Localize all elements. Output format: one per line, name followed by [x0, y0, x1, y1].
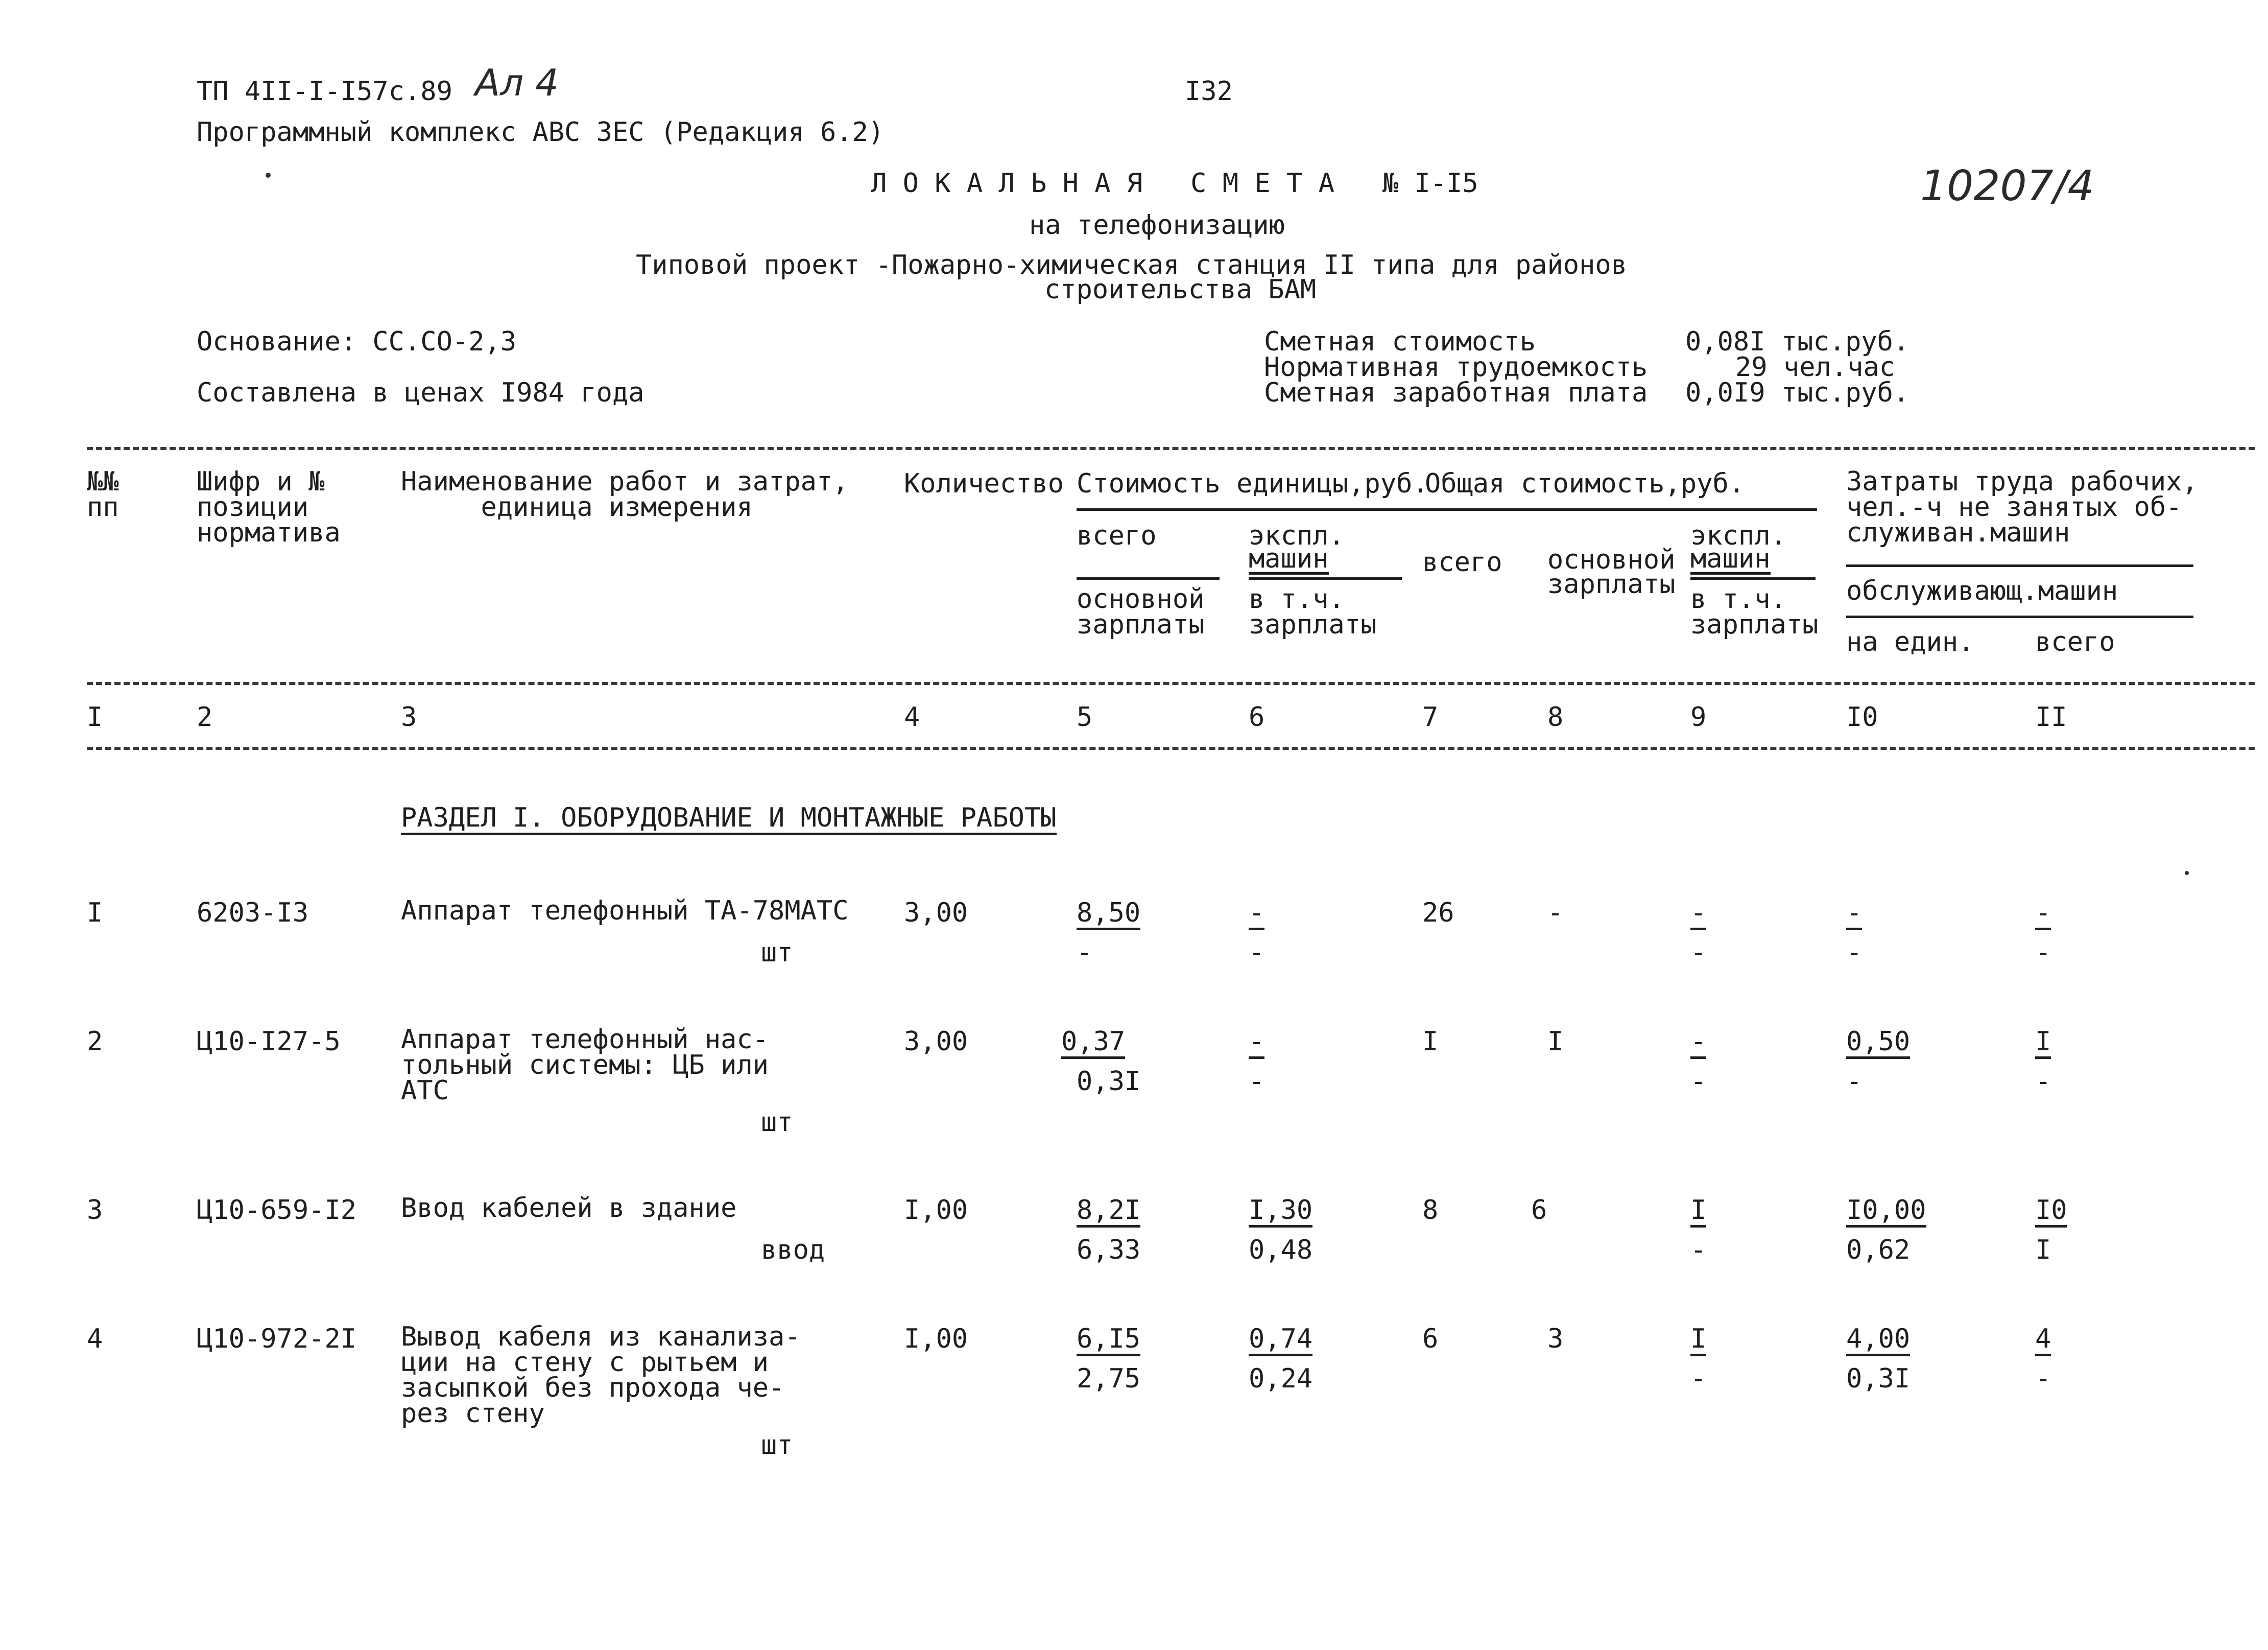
row2-col5-top: 0,37 [1061, 1027, 1125, 1059]
col11-header: всего [2035, 627, 2115, 657]
row4-col10-bottom: 0,3I [1846, 1363, 1911, 1394]
col-header-unit-cost: Стоимость единицы,руб. [1077, 468, 1428, 499]
row2-col10-top: 0,50 [1846, 1027, 1910, 1059]
estimate-subtitle: на телефонизацию [1029, 210, 1285, 241]
col-header-code: Шифр и № позиции норматива [197, 466, 341, 548]
col-number-10: I0 [1846, 702, 1878, 733]
summary-value-labor: 29 чел.час [1735, 352, 1896, 383]
col-header-total-cost: Общая стоимость,руб. [1425, 468, 1745, 499]
row1-col5-top: 8,50 [1077, 898, 1140, 930]
row2-col9-top: - [1690, 1027, 1706, 1059]
summary-value-wage: 0,0I9 тыс.руб. [1685, 378, 1909, 408]
row1-col11-bottom: - [2035, 937, 2051, 968]
row4-col6-top: 0,74 [1249, 1324, 1312, 1356]
header-divider-col9 [1690, 577, 1816, 580]
row4-col10-top: 4,00 [1846, 1324, 1910, 1356]
row1-col9-top: - [1690, 898, 1706, 930]
col8-header: основной зарплаты [1547, 545, 1676, 600]
col-number-2: 2 [197, 702, 213, 733]
col-number-1: I [87, 702, 103, 733]
col9-header-top-machines: машин [1690, 544, 1771, 574]
col6-header-bottom: в т.ч. зарплаты [1249, 584, 1377, 640]
row4-num: 4 [87, 1324, 103, 1354]
col9-header-bottom: в т.ч. зарплаты [1690, 584, 1819, 640]
row1-unit: шт [761, 937, 793, 968]
header-divider-col6 [1249, 577, 1402, 580]
row3-col11-top: I0 [2035, 1195, 2067, 1228]
row4-col5-top: 6,I5 [1077, 1324, 1140, 1356]
row2-col8: I [1547, 1026, 1564, 1057]
col-number-5: 5 [1077, 702, 1093, 733]
row3-col5-bottom: 6,33 [1077, 1235, 1141, 1265]
col-number-11: II [2035, 702, 2067, 733]
row3-col11-bottom: I [2035, 1235, 2051, 1265]
row2-name: Аппарат телефонный нас- тольный системы: ЦБ или АТС [401, 1024, 769, 1106]
row3-col9-top: I [1690, 1195, 1706, 1228]
summary-label-wage: Сметная заработная плата [1264, 378, 1648, 408]
col5-header-top: всего [1077, 521, 1157, 551]
row1-col6-top: - [1249, 898, 1264, 930]
header-divider-cost [1077, 508, 1817, 511]
row1-col8: - [1547, 898, 1564, 928]
speck-mark [266, 173, 271, 178]
col-header-labor-machines: обслуживающ.машин [1846, 576, 2118, 606]
row2-col9-bottom: - [1690, 1066, 1707, 1097]
basis-line: Основание: СС.СО-2,3 [197, 326, 517, 357]
row4-col9-top: I [1690, 1324, 1706, 1356]
header-bottom-rule [87, 682, 2255, 685]
row3-col9-bottom: - [1690, 1235, 1707, 1265]
summary-label-labor: Нормативная трудоемкость [1264, 352, 1648, 383]
row3-unit: ввод [761, 1235, 825, 1265]
row2-col7: I [1422, 1026, 1439, 1057]
row3-col7: 8 [1422, 1195, 1439, 1225]
row1-col10-bottom: - [1846, 937, 1863, 968]
prices-line: Составлена в ценах I984 года [197, 378, 644, 408]
row4-col5-bottom: 2,75 [1077, 1363, 1141, 1394]
project-line-2: строительства БАМ [1044, 274, 1317, 305]
row4-col6-bottom: 0,24 [1249, 1363, 1313, 1394]
page-number: I32 [1185, 76, 1233, 107]
row3-code: Ц10-659-I2 [197, 1195, 357, 1225]
col7-header: всего [1422, 547, 1502, 578]
header-divider-col5 [1077, 577, 1220, 580]
row1-col11-top: - [2035, 898, 2051, 930]
table-top-rule [87, 447, 2255, 450]
row4-qty: I,00 [904, 1324, 968, 1354]
summary-label-cost: Сметная стоимость [1264, 326, 1536, 357]
row2-col11-top: I [2035, 1027, 2051, 1059]
row4-name: Вывод кабеля из канализа- ции на стену с рытьем и засыпкой без прохода че- рез стену [401, 1322, 801, 1429]
estimate-title: Л О К А Л Ь Н А Я С М Е Т А № I-I5 [871, 168, 1478, 199]
row3-qty: I,00 [904, 1195, 968, 1225]
row4-col9-bottom: - [1690, 1363, 1707, 1394]
col-number-9: 9 [1690, 702, 1707, 733]
row2-col11-bottom: - [2035, 1066, 2051, 1097]
col-number-7: 7 [1422, 702, 1439, 733]
row2-code: Ц10-I27-5 [197, 1026, 341, 1057]
row2-qty: 3,00 [904, 1026, 968, 1057]
numbers-bottom-rule [87, 747, 2255, 750]
col9-header-top: экспл. [1690, 521, 1786, 551]
row4-unit: шт [761, 1430, 793, 1460]
project-line-1: Типовой проект -Пожарно-химическая станция II типа для районов [636, 250, 1628, 280]
handwritten-code: Ал 4 [475, 61, 559, 104]
col-header-qty: Количество [904, 468, 1064, 499]
row1-col5-bottom: - [1077, 937, 1093, 968]
row4-col11-top: 4 [2035, 1324, 2051, 1356]
row4-col8: 3 [1547, 1324, 1564, 1354]
row1-col6-bottom: - [1249, 937, 1265, 968]
row2-col6-top: - [1249, 1027, 1264, 1059]
row3-col10-top: I0,00 [1846, 1195, 1926, 1228]
row1-num: I [87, 898, 103, 928]
col-number-6: 6 [1249, 702, 1265, 733]
row3-col5-top: 8,2I [1077, 1195, 1140, 1228]
row4-code: Ц10-972-2I [197, 1324, 357, 1354]
software-line: Программный комплекс АВС 3ЕС (Редакция 6.2) [197, 117, 885, 148]
row3-col6-top: I,30 [1249, 1195, 1312, 1228]
section-heading: РАЗДЕЛ I. ОБОРУДОВАНИЕ И МОНТАЖНЫЕ РАБОТЫ [401, 803, 1057, 835]
col10-header: на един. [1846, 627, 1974, 657]
col-number-3: 3 [401, 702, 417, 733]
doc-code: ТП 4II-I-I57с.89 [197, 76, 452, 107]
row2-col10-bottom: - [1846, 1066, 1863, 1097]
row1-name: Аппарат телефонный ТА-78МАТС [401, 895, 849, 926]
row1-col7: 26 [1422, 898, 1454, 928]
handwritten-number: 10207/4 [1920, 162, 2094, 210]
row3-name: Ввод кабелей в здание [401, 1193, 737, 1223]
row3-col10-bottom: 0,62 [1846, 1235, 1911, 1265]
summary-value-cost: 0,08I тыс.руб. [1685, 326, 1909, 357]
col-header-labor: Затраты труда рабочих, чел.-ч не занятых об- служиван.машин [1846, 466, 2198, 548]
row3-col8: 6 [1531, 1195, 1547, 1225]
col-header-num: №№ пп [87, 466, 119, 523]
row2-unit: шт [761, 1107, 793, 1138]
header-divider-labor [1846, 564, 2193, 567]
col-number-4: 4 [904, 702, 920, 733]
row4-col7: 6 [1422, 1324, 1439, 1354]
row1-col9-bottom: - [1690, 937, 1707, 968]
col-header-name: Наименование работ и затрат, единица измерения [401, 466, 849, 523]
col6-header-top-machines: машин [1249, 544, 1329, 574]
col6-header-top: экспл. [1249, 521, 1345, 551]
row1-code: 6203-I3 [197, 898, 309, 928]
row3-num: 3 [87, 1195, 103, 1225]
row2-num: 2 [87, 1026, 103, 1057]
row1-col10-top: - [1846, 898, 1862, 930]
speck-mark [2185, 871, 2189, 875]
col5-header-bottom: основной зарплаты [1077, 584, 1205, 640]
row4-col11-bottom: - [2035, 1363, 2051, 1394]
row1-qty: 3,00 [904, 898, 968, 928]
header-divider-labor-2 [1846, 616, 2193, 618]
col-number-8: 8 [1547, 702, 1564, 733]
row2-col5-bottom: 0,3I [1077, 1066, 1141, 1097]
row3-col6-bottom: 0,48 [1249, 1235, 1313, 1265]
row2-col6-bottom: - [1249, 1066, 1265, 1097]
